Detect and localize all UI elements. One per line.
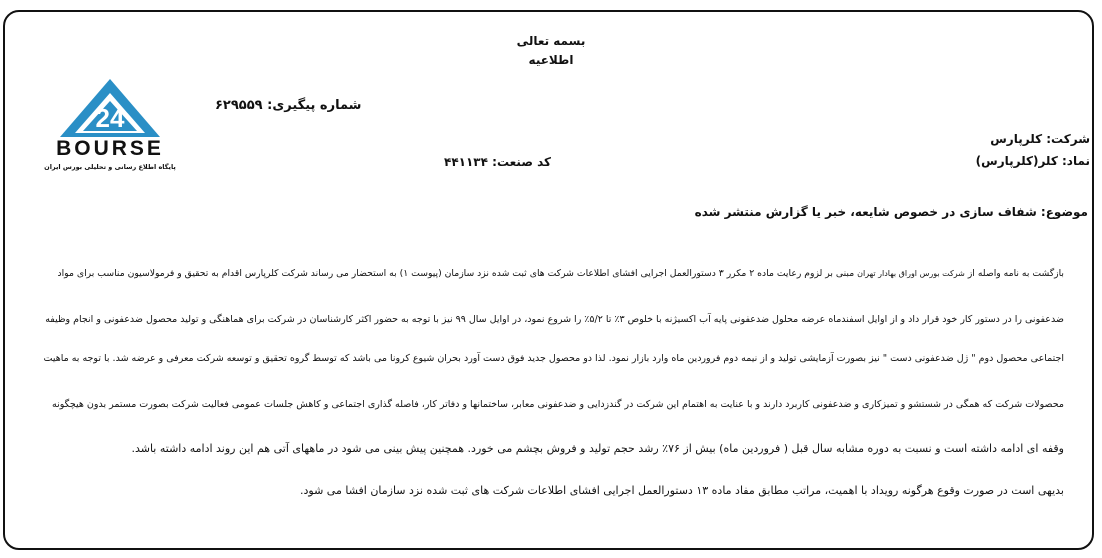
bourse-logo xyxy=(35,75,185,175)
body-line-3: اجتماعی محصول دوم " ژل ضدعفونی دست " نیز بصورت آزمایشی تولید و از نیمه دوم فروردین ماه وارد بازار نمود. لذا دو محصول جدید فوق دست آورد بحران شیوع کرونا می باشد که توسط گروه تحقیق و توسعه شرکت معرفی و عرضه شد. با توجه به ماهیت xyxy=(43,353,1064,364)
tracking-value: ۶۲۹۵۵۹ xyxy=(215,98,263,113)
industry-code-value: ۴۴۱۱۳۴ xyxy=(444,155,488,169)
tracking-label: شماره پیگیری: xyxy=(267,98,362,113)
subject-line: موضوع: شفاف سازی در خصوص شایعه، خبر یا گزارش منتشر شده xyxy=(694,205,1088,219)
body-line-1a: بازگشت به نامه واصله از xyxy=(967,268,1064,279)
body-line-5: وقفه ای ادامه داشته است و نسبت به دوره مشابه سال قبل ( فروردین ماه) بیش از ۷۶٪ رشد حجم تولید و فروش بچشم می خورد. همچنین پیش بینی می شود در ماههای آتی هم این روند ادامه داشته باشد. xyxy=(131,442,1064,455)
industry-code xyxy=(444,155,551,169)
tracking-number xyxy=(215,98,361,113)
logo-brand-text: BOURSE xyxy=(56,137,164,160)
company-name: شرکت: کلرپارس xyxy=(990,132,1090,146)
company-symbol: نماد: کلر(کلرپارس) xyxy=(975,154,1090,168)
logo-number: 24 xyxy=(95,103,125,133)
body-line-1-small: شرکت بورس اوراق بهادار تهران xyxy=(857,269,965,278)
body-line-1 xyxy=(42,267,1064,281)
basmala-heading: بسمه تعالی xyxy=(516,34,586,48)
logo-caption: پایگاه اطلاع رسانی و تحلیلی بورس ایران xyxy=(44,163,176,171)
body-line-2: ضدعفونی را در دستور کار خود قرار داد و از اوایل اسفندماه عرضه محلول ضدعفونی پایه آب اکسیژنه با خلوص ۳٪ تا ۵/۲٪ را شروع نمود، در اوایل سال ۹۹ نیز با توجه به حضور اکثر کارشناسان در شرکت برای هماهنگی و تولید محصول ضدعفونی و انجام وظیفه xyxy=(45,314,1064,325)
notice-heading: اطلاعیه xyxy=(528,53,574,67)
bourse-logo-graphic xyxy=(35,75,185,175)
industry-code-label: کد صنعت: xyxy=(492,155,551,169)
body-line-6: بدیهی است در صورت وقوع هرگونه رویداد با اهمیت، مراتب مطابق مفاد ماده ۱۳ دستورالعمل اجرایی افشای اطلاعات شرکت های ثبت شده نزد سازمان افشا می شود. xyxy=(300,484,1064,497)
body-line-1b: مبنی بر لزوم رعایت ماده ۲ مکرر ۳ دستورالعمل اجرایی افشای اطلاعات شرکت های ثبت شده نزد سازمان (پیوست ۱) به استحضار می رساند شرکت کلرپارس اقدام به تحقیق و فرمولاسیون مناسب برای مواد xyxy=(57,268,855,279)
body-line-4: محصولات شرکت که همگی در شستشو و تمیزکاری و ضدعفونی کاربرد دارند و با عنایت به اهتمام این شرکت در گندزدایی و ضدعفونی معابر، ساختمانها و دفاتر کار، فاصله گذاری اجتماعی و کاهش جلسات عمومی فعالیت شرکت بصورت مستمر بدون هیچگونه xyxy=(51,399,1064,410)
